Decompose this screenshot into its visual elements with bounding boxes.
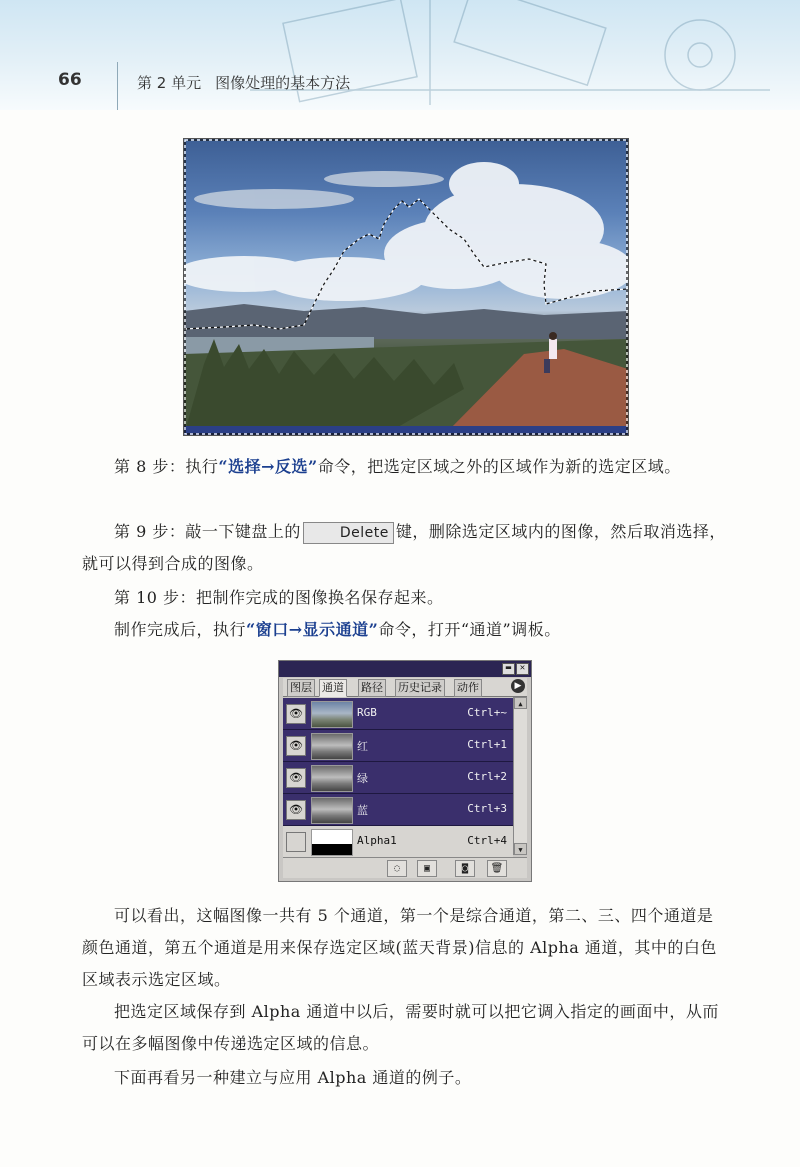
step-9-paragraph (82, 516, 728, 580)
channel-shortcut: Ctrl+1 (467, 738, 507, 751)
delete-key: Delete (303, 522, 394, 544)
channel-row-red[interactable] (283, 730, 513, 762)
open-channels-paragraph (82, 614, 728, 646)
eye-icon[interactable]: 👁 (286, 800, 306, 820)
page-number: 66 (58, 70, 82, 90)
channel-name: Alpha1 (357, 834, 397, 847)
new-channel-icon[interactable]: ◙ (455, 860, 475, 877)
panel-menu-arrow-icon[interactable]: ▶ (511, 679, 525, 693)
photo-scene (184, 139, 628, 435)
step-8-text: 第 8 步：执行 (114, 457, 219, 476)
menu-command-inverse: “选择→反选” (218, 457, 318, 476)
channel-row-alpha1[interactable] (283, 826, 513, 858)
channel-row-rgb[interactable] (283, 698, 513, 730)
panel-title-bar (279, 661, 531, 677)
visibility-toggle[interactable] (286, 832, 306, 852)
save-selection-icon[interactable]: ▣ (417, 860, 437, 877)
channel-name: RGB (357, 706, 377, 719)
panel-scrollbar[interactable] (513, 697, 527, 855)
step-9-text-rest: 键，删除选定区域内的图像，然后取消选择，就可以得到合成的图像。 (82, 522, 726, 573)
open-channels-text-rest: 命令，打开“通道”调板。 (378, 620, 561, 639)
chapter-title: 图像处理的基本方法 (215, 74, 351, 92)
tab-paths[interactable]: 路径 (358, 679, 386, 697)
chapter-heading (137, 72, 364, 93)
step-9-text: 第 9 步：敲一下键盘上的 (114, 522, 301, 541)
channel-row-green[interactable] (283, 762, 513, 794)
channel-thumbnail (311, 701, 353, 728)
menu-command-show-channels: “窗口→显示通道” (246, 620, 379, 639)
step-8-paragraph (82, 451, 728, 483)
channel-name: 绿 (357, 772, 368, 785)
page-header (0, 0, 800, 110)
channel-thumbnail (311, 765, 353, 792)
scroll-up-icon[interactable]: ▲ (514, 697, 527, 709)
explanation-paragraph-2: 把选定区域保存到 Alpha 通道中以后，需要时就可以把它调入指定的画面中，从而可以在多幅图像中传递选定区域的信息。 (82, 1002, 719, 1053)
channel-name: 蓝 (357, 804, 368, 817)
unit-label: 第 2 单元 (137, 74, 202, 92)
step-8-text-rest: 命令，把选定区域之外的区域作为新的选定区域。 (317, 457, 681, 476)
explanation-paragraph-1: 可以看出，这幅图像一共有 5 个通道，第一个是综合通道，第二、三、四个通道是颜色通道，第五个通道是用来保存选定区域(蓝天背景)信息的 Alpha 通道，其中的白色区域表示选定区域。 (82, 906, 717, 989)
trash-icon[interactable]: 🗑 (487, 860, 507, 877)
minimize-icon[interactable]: ▬ (502, 663, 515, 675)
header-rule (117, 62, 118, 110)
channel-shortcut: Ctrl+~ (467, 706, 507, 719)
load-selection-icon[interactable]: ◌ (387, 860, 407, 877)
channel-thumbnail (311, 733, 353, 760)
channel-name: 红 (357, 740, 368, 753)
channels-panel (278, 660, 532, 882)
eye-icon[interactable]: 👁 (286, 704, 306, 724)
step-10-paragraph: 第 10 步：把制作完成的图像换名保存起来。 (114, 588, 444, 607)
eye-icon[interactable]: 👁 (286, 736, 306, 756)
eye-icon[interactable]: 👁 (286, 768, 306, 788)
tab-history[interactable]: 历史记录 (395, 679, 445, 697)
explanation-paragraph-3: 下面再看另一种建立与应用 Alpha 通道的例子。 (114, 1068, 472, 1087)
panel-tabs (283, 678, 527, 697)
close-icon[interactable]: ✕ (516, 663, 529, 675)
channel-thumbnail (311, 829, 353, 856)
channel-shortcut: Ctrl+4 (467, 834, 507, 847)
tab-actions[interactable]: 动作 (454, 679, 482, 697)
tab-layers[interactable]: 图层 (287, 679, 315, 697)
landscape-photo (183, 138, 629, 436)
tab-channels[interactable]: 通道 (319, 679, 347, 697)
channel-row-blue[interactable] (283, 794, 513, 826)
channel-shortcut: Ctrl+2 (467, 770, 507, 783)
panel-footer (283, 857, 527, 878)
channel-shortcut: Ctrl+3 (467, 802, 507, 815)
channel-thumbnail (311, 797, 353, 824)
scroll-down-icon[interactable]: ▼ (514, 843, 527, 855)
open-channels-text: 制作完成后，执行 (114, 620, 247, 639)
